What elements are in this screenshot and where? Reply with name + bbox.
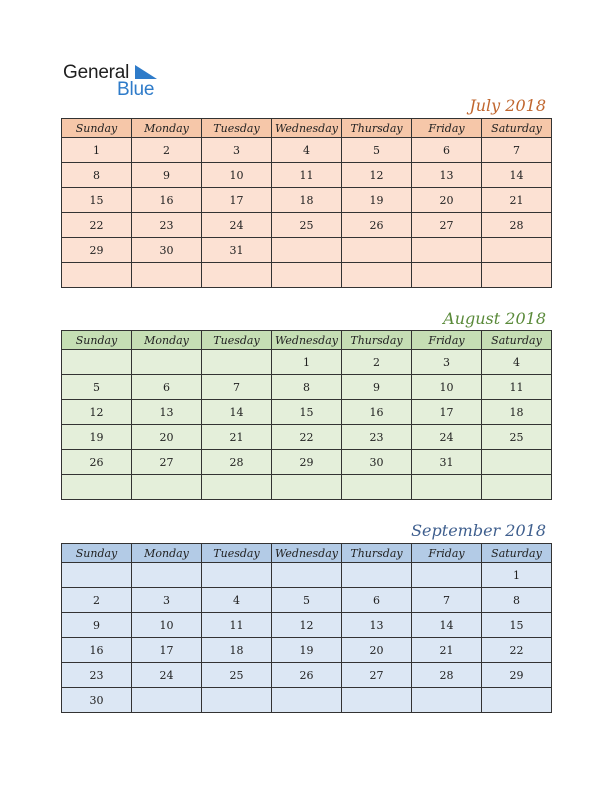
day-cell: 26: [62, 450, 132, 475]
day-cell: 25: [272, 213, 342, 238]
day-cell: 28: [202, 450, 272, 475]
day-cell: 22: [482, 638, 552, 663]
day-cell: 15: [272, 400, 342, 425]
day-cell: 26: [272, 663, 342, 688]
week-row: [62, 588, 552, 613]
day-cell: 7: [202, 375, 272, 400]
weekday-header: Wednesday: [272, 544, 342, 563]
day-cell: 18: [272, 188, 342, 213]
week-row: [62, 238, 552, 263]
weekday-header: Wednesday: [272, 119, 342, 138]
day-cell: [62, 350, 132, 375]
weekday-header: Sunday: [62, 544, 132, 563]
day-cell: [482, 688, 552, 713]
day-cell: [202, 475, 272, 500]
day-cell: [62, 475, 132, 500]
day-cell: 8: [272, 375, 342, 400]
day-cell: 12: [272, 613, 342, 638]
day-cell: 22: [272, 425, 342, 450]
day-cell: 17: [412, 400, 482, 425]
day-cell: 24: [412, 425, 482, 450]
day-cell: 16: [62, 638, 132, 663]
weekday-header: Friday: [412, 331, 482, 350]
generalblue-logo: [63, 62, 173, 102]
week-row: [62, 263, 552, 288]
day-cell: 23: [132, 213, 202, 238]
day-cell: 17: [132, 638, 202, 663]
day-cell: 31: [412, 450, 482, 475]
weekday-header: Monday: [132, 331, 202, 350]
day-cell: 4: [272, 138, 342, 163]
day-cell: [132, 475, 202, 500]
day-cell: 3: [412, 350, 482, 375]
day-cell: 23: [62, 663, 132, 688]
day-cell: [412, 475, 482, 500]
day-cell: 27: [412, 213, 482, 238]
day-cell: 19: [272, 638, 342, 663]
day-cell: 26: [342, 213, 412, 238]
week-row: [62, 350, 552, 375]
day-cell: 10: [412, 375, 482, 400]
month-title-july: July 2018: [469, 96, 546, 115]
day-cell: 9: [342, 375, 412, 400]
day-cell: 2: [62, 588, 132, 613]
month-title-august: August 2018: [443, 309, 546, 328]
day-cell: 14: [412, 613, 482, 638]
day-cell: 19: [62, 425, 132, 450]
day-cell: 19: [342, 188, 412, 213]
day-cell: 28: [482, 213, 552, 238]
logo-text-general: General: [63, 62, 130, 83]
day-cell: 21: [412, 638, 482, 663]
day-cell: 16: [132, 188, 202, 213]
day-cell: 24: [132, 663, 202, 688]
day-cell: [202, 688, 272, 713]
day-cell: 5: [342, 138, 412, 163]
day-cell: 29: [62, 238, 132, 263]
week-row: [62, 163, 552, 188]
day-cell: 30: [62, 688, 132, 713]
day-cell: 15: [62, 188, 132, 213]
day-cell: 18: [482, 400, 552, 425]
weekday-header: Saturday: [482, 544, 552, 563]
week-row: [62, 450, 552, 475]
day-cell: [482, 475, 552, 500]
day-cell: [272, 263, 342, 288]
day-cell: 23: [342, 425, 412, 450]
weekday-header-row: [62, 544, 552, 563]
day-cell: [272, 688, 342, 713]
day-cell: [202, 563, 272, 588]
week-row: [62, 400, 552, 425]
day-cell: 14: [202, 400, 272, 425]
day-cell: [412, 238, 482, 263]
day-cell: 15: [482, 613, 552, 638]
day-cell: 10: [132, 613, 202, 638]
weekday-header: Sunday: [62, 119, 132, 138]
weekday-header: Monday: [132, 544, 202, 563]
day-cell: 14: [482, 163, 552, 188]
week-row: [62, 188, 552, 213]
day-cell: 8: [62, 163, 132, 188]
weekday-header: Tuesday: [202, 331, 272, 350]
day-cell: 5: [62, 375, 132, 400]
day-cell: [202, 350, 272, 375]
day-cell: 30: [132, 238, 202, 263]
week-row: [62, 213, 552, 238]
week-row: [62, 563, 552, 588]
day-cell: [272, 475, 342, 500]
weekday-header: Tuesday: [202, 544, 272, 563]
day-cell: 22: [62, 213, 132, 238]
calendar-september: [61, 543, 552, 713]
day-cell: 2: [132, 138, 202, 163]
day-cell: [132, 350, 202, 375]
day-cell: 27: [132, 450, 202, 475]
day-cell: [412, 263, 482, 288]
day-cell: 29: [272, 450, 342, 475]
weekday-header: Thursday: [342, 331, 412, 350]
day-cell: [412, 563, 482, 588]
day-cell: 29: [482, 663, 552, 688]
day-cell: [132, 263, 202, 288]
day-cell: 6: [342, 588, 412, 613]
day-cell: [412, 688, 482, 713]
day-cell: 20: [342, 638, 412, 663]
day-cell: 28: [412, 663, 482, 688]
day-cell: [482, 263, 552, 288]
day-cell: 27: [342, 663, 412, 688]
day-cell: 9: [62, 613, 132, 638]
day-cell: 25: [482, 425, 552, 450]
week-row: [62, 375, 552, 400]
day-cell: [482, 238, 552, 263]
day-cell: 18: [202, 638, 272, 663]
day-cell: 1: [272, 350, 342, 375]
logo-text-blue: Blue: [117, 79, 155, 100]
day-cell: 9: [132, 163, 202, 188]
day-cell: 3: [202, 138, 272, 163]
calendar-august: [61, 330, 552, 500]
weekday-header: Thursday: [342, 544, 412, 563]
day-cell: 17: [202, 188, 272, 213]
week-row: [62, 425, 552, 450]
day-cell: [342, 688, 412, 713]
day-cell: 1: [62, 138, 132, 163]
day-cell: 11: [272, 163, 342, 188]
weekday-header-row: [62, 119, 552, 138]
day-cell: [202, 263, 272, 288]
day-cell: [62, 263, 132, 288]
day-cell: 10: [202, 163, 272, 188]
day-cell: [482, 450, 552, 475]
week-row: [62, 613, 552, 638]
day-cell: 6: [412, 138, 482, 163]
calendar-july: [61, 118, 552, 288]
day-cell: 11: [202, 613, 272, 638]
day-cell: 12: [62, 400, 132, 425]
day-cell: [272, 563, 342, 588]
weekday-header: Saturday: [482, 331, 552, 350]
day-cell: [132, 563, 202, 588]
month-title-september: September 2018: [411, 521, 546, 540]
day-cell: 7: [482, 138, 552, 163]
weekday-header: Tuesday: [202, 119, 272, 138]
week-row: [62, 138, 552, 163]
day-cell: 6: [132, 375, 202, 400]
day-cell: 20: [412, 188, 482, 213]
day-cell: 13: [342, 613, 412, 638]
day-cell: 2: [342, 350, 412, 375]
day-cell: 30: [342, 450, 412, 475]
day-cell: [272, 238, 342, 263]
day-cell: 7: [412, 588, 482, 613]
weekday-header-row: [62, 331, 552, 350]
day-cell: [342, 238, 412, 263]
weekday-header: Friday: [412, 119, 482, 138]
day-cell: [342, 475, 412, 500]
day-cell: 16: [342, 400, 412, 425]
week-row: [62, 475, 552, 500]
day-cell: 1: [482, 563, 552, 588]
weekday-header: Thursday: [342, 119, 412, 138]
day-cell: 3: [132, 588, 202, 613]
day-cell: 12: [342, 163, 412, 188]
day-cell: 11: [482, 375, 552, 400]
day-cell: 13: [412, 163, 482, 188]
week-row: [62, 638, 552, 663]
weekday-header: Saturday: [482, 119, 552, 138]
day-cell: [342, 563, 412, 588]
weekday-header: Monday: [132, 119, 202, 138]
week-row: [62, 663, 552, 688]
day-cell: 21: [202, 425, 272, 450]
day-cell: 25: [202, 663, 272, 688]
weekday-header: Sunday: [62, 331, 132, 350]
day-cell: 5: [272, 588, 342, 613]
week-row: [62, 688, 552, 713]
day-cell: 4: [202, 588, 272, 613]
day-cell: 13: [132, 400, 202, 425]
day-cell: [62, 563, 132, 588]
weekday-header: Friday: [412, 544, 482, 563]
day-cell: 20: [132, 425, 202, 450]
weekday-header: Wednesday: [272, 331, 342, 350]
day-cell: [132, 688, 202, 713]
logo-triangle-icon: [135, 65, 157, 79]
day-cell: 24: [202, 213, 272, 238]
day-cell: 31: [202, 238, 272, 263]
day-cell: 4: [482, 350, 552, 375]
day-cell: 8: [482, 588, 552, 613]
day-cell: [342, 263, 412, 288]
day-cell: 21: [482, 188, 552, 213]
